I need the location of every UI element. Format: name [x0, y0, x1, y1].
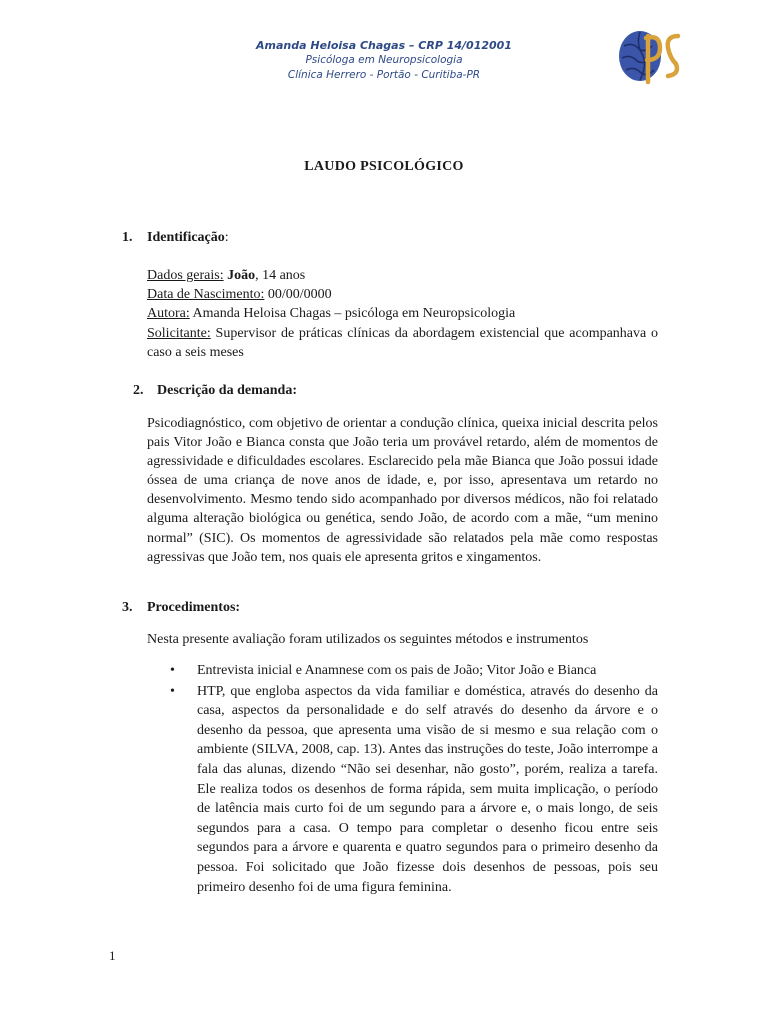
dados-gerais-label: Dados gerais:	[147, 268, 224, 283]
page-number: 1	[109, 948, 116, 963]
nascimento-label: Data de Nascimento:	[147, 287, 265, 303]
list-item-text: Entrevista inicial e Anamnese com os pais de João; Vitor João e Bianca	[197, 663, 597, 678]
nascimento-line	[147, 285, 658, 304]
autora-line	[147, 304, 658, 323]
section-number: 1.	[122, 230, 133, 245]
letterhead	[200, 38, 568, 83]
bullet-icon: •	[170, 683, 175, 699]
list-item-text: HTP, que engloba aspectos da vida familiar e doméstica, através do desenho da casa, aspectos da personalidade e do self através do desenho da árvore e o desenho da pessoa, que apresenta uma visão de si mesmo e sua relação com o ambiente (SILVA, 2008, cap. 13). Antes das instruções do teste, João interrompe a fala das alunas, dizendo “Não sei desenhar, não gosto”, porém, realiza a tarefa. Ele realiza todos os desenhos de forma rápida, sem muita implicação, o período de latência mais curto foi de um segundo para a árvore e, o mais longo, de seis segundos para a casa. O tempo para completar o desenho ficou entre seis segundos para a árvore e quarenta e quatro segundos para o primeiro desenho da pessoa. Foi solicitado que João fizesse dois desenhos de pessoas, pois seu primeiro desenho foi de uma figura feminina.	[197, 683, 658, 895]
solicitante-value: Supervisor de práticas clínicas da abordagem existencial que acompanhava o caso a seis meses	[147, 325, 658, 360]
dados-gerais-line	[147, 266, 658, 285]
section-3-heading	[122, 600, 240, 616]
section-title: Procedimentos:	[147, 600, 241, 615]
section-number: 2.	[133, 383, 144, 398]
solicitante-label: Solicitante:	[147, 325, 211, 341]
section-number: 3.	[122, 600, 133, 615]
document-title: LAUDO PSICOLÓGICO	[304, 159, 464, 174]
clinic-address: Clínica Herrero - Portão - Curitiba-PR	[287, 69, 481, 81]
section-1-heading	[122, 230, 229, 246]
bullet-icon: •	[170, 663, 175, 678]
section-title: Descrição da demanda:	[157, 383, 297, 398]
procedimentos-intro: Nesta presente avaliação foram utilizados os seguintes métodos e instrumentos	[147, 632, 589, 647]
solicitante-line	[147, 324, 658, 362]
patient-age: , 14 anos	[255, 268, 306, 283]
author-name: Amanda Heloisa Chagas – CRP 14/012001	[256, 39, 512, 52]
section-2-heading	[133, 383, 297, 399]
section-colon: :	[224, 230, 229, 245]
section-title: Identificação	[147, 230, 225, 245]
procedimentos-list	[170, 661, 658, 898]
nascimento-value: 00/00/0000	[264, 287, 332, 303]
demanda-paragraph: Psicodiagnóstico, com objetivo de orientar a condução clínica, queixa inicial descrita pelos pais Vitor João e Bianca consta que João teria um provável retardo, além de momentos de agressividade e dificuldades escolares. Esclarecido pela mãe Bianca que João possui idade óssea de uma criança de nove anos de idade, e, por isso, apresentava um retardo no desenvolvimento. Mesmo tendo sido acompanhado por diversos médicos, não foi relatado alguma alteração biológica ou genética, sendo João, de acordo com a mãe, “um menino normal” (SIC). Os momentos de agressividade são relatados pela mãe como respostas agressivas que João tem, nos quais ele apresenta gritos e xingamentos.	[147, 416, 658, 565]
list-item	[170, 682, 658, 898]
list-item	[170, 661, 658, 681]
psi-brain-logo-icon	[614, 24, 684, 86]
author-role: Psicóloga em Neuropsicologia	[305, 54, 463, 66]
autora-label: Autora:	[147, 306, 190, 322]
patient-name: João	[227, 268, 256, 283]
identification-block	[147, 266, 658, 362]
autora-value: Amanda Heloisa Chagas – psicóloga em Neuropsicologia	[189, 306, 516, 322]
